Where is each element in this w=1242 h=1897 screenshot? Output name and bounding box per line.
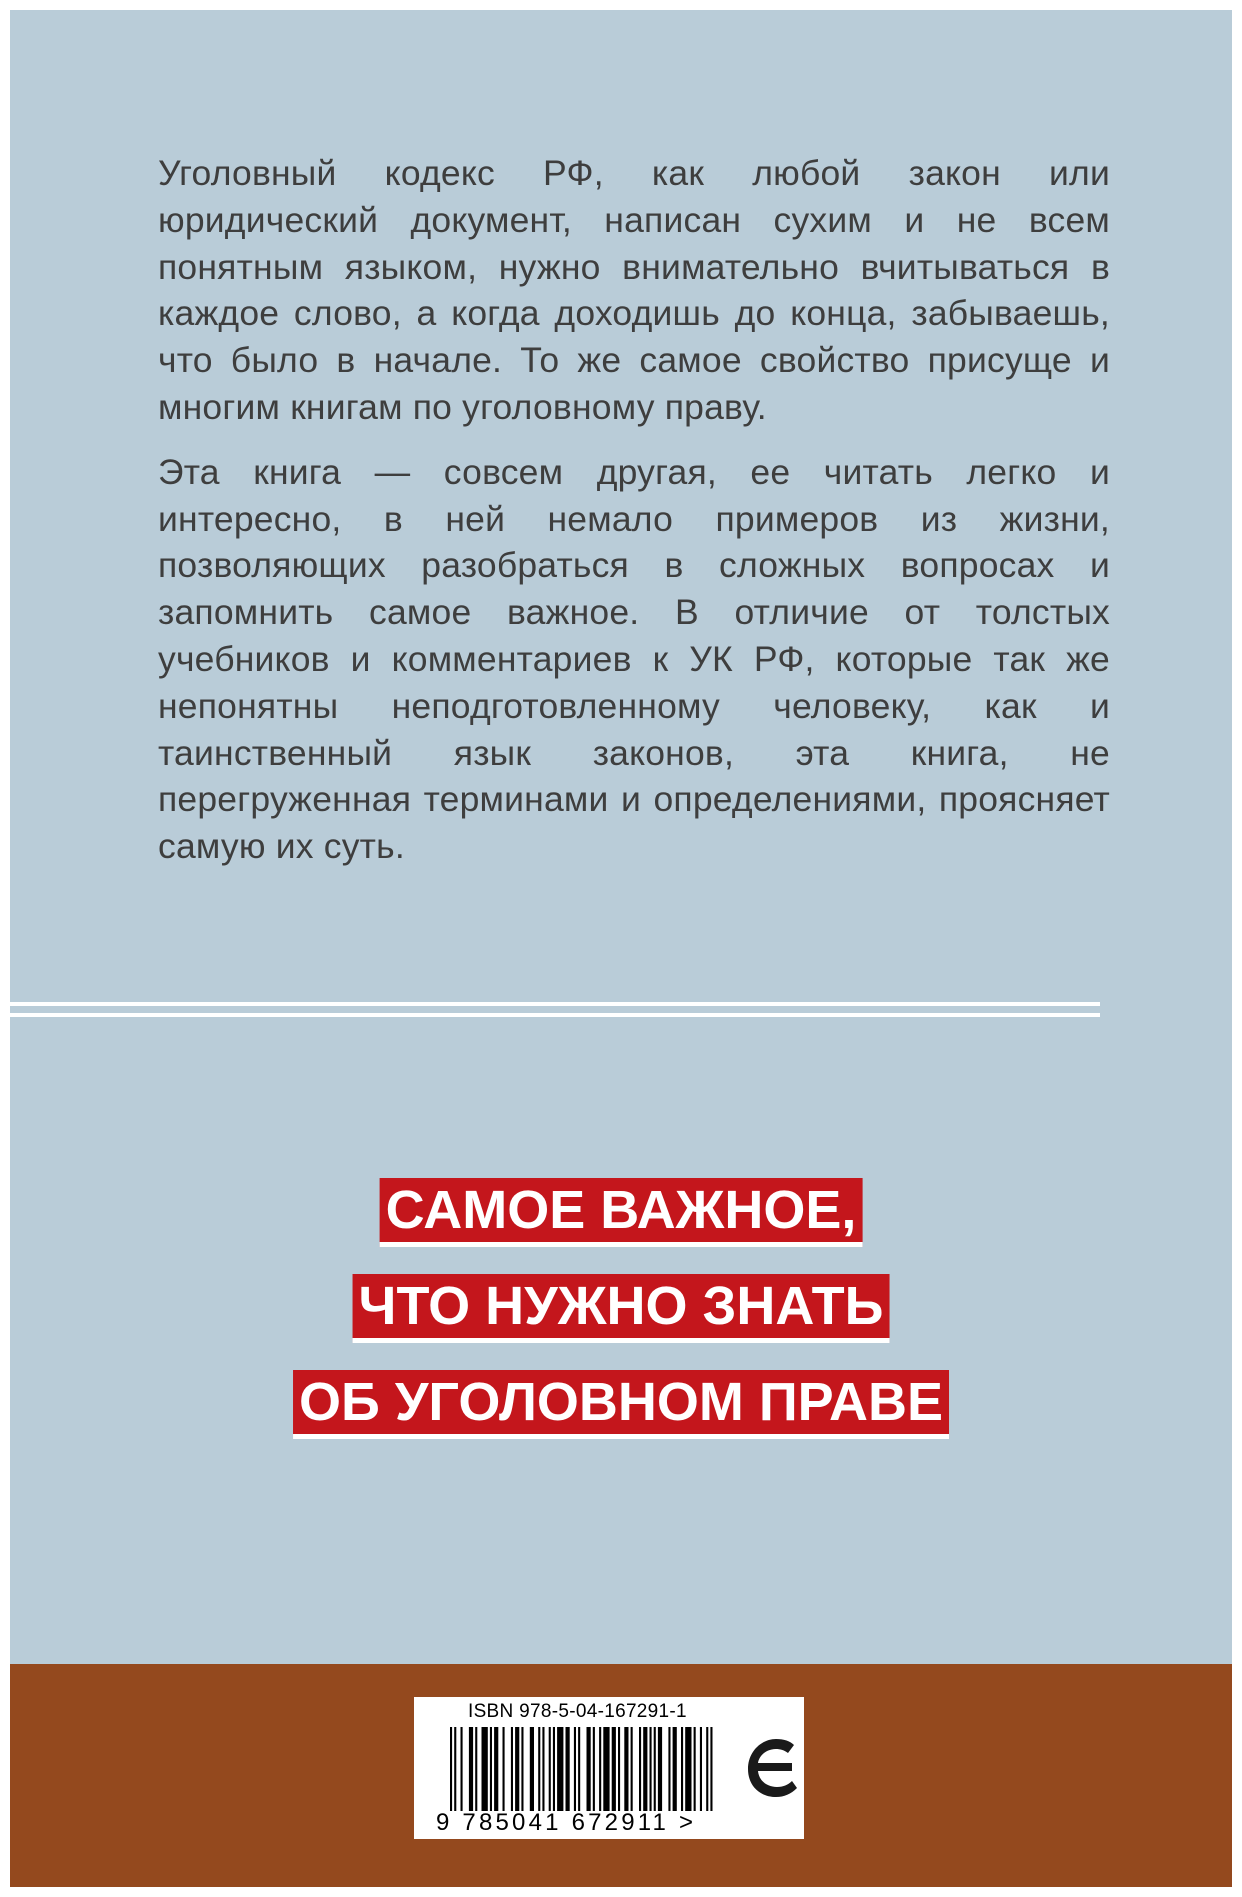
divider-line [10, 1002, 1100, 1006]
eksmo-logo-icon [740, 1725, 804, 1812]
headline-line-2: ЧТО НУЖНО ЗНАТЬ [353, 1274, 890, 1343]
blurb-paragraph-1: Уголовный кодекс РФ, как любой закон или юридический документ, написан сухим и не всем понятным языком, нужно внимательно вчитываться в каждое слово, а когда доходишь до конца, забываешь, что было в начале. То же самое свойство присуще и многим книгам по уголовному праву. [158, 153, 1110, 427]
barcode-digits: 9 785041 672911 > [436, 1809, 697, 1836]
back-cover [10, 10, 1232, 1887]
divider-line [10, 1013, 1100, 1017]
headline-line-1: САМОЕ ВАЖНОЕ, [380, 1178, 863, 1247]
blurb-paragraph-2: Эта книга — совсем другая, ее читать легко и интересно, в ней немало примеров из жизни, позволяющих разобраться в сложных вопросах и запомнить самое важное. В отличие от толстых учебников и комментариев к УК РФ, которые так же непонятны неподготовленному человеку, как и таинственный язык законов, эта книга, не перегруженная терминами и определениями, проясняет самую их суть. [158, 451, 1110, 867]
barcode-bars [450, 1727, 768, 1811]
headline-line-3: ОБ УГОЛОВНОМ ПРАВЕ [293, 1370, 949, 1439]
blurb-text [158, 150, 1110, 888]
double-rule-divider [10, 1002, 1100, 1017]
isbn-label: ISBN 978-5-04-167291-1 [468, 1701, 687, 1722]
